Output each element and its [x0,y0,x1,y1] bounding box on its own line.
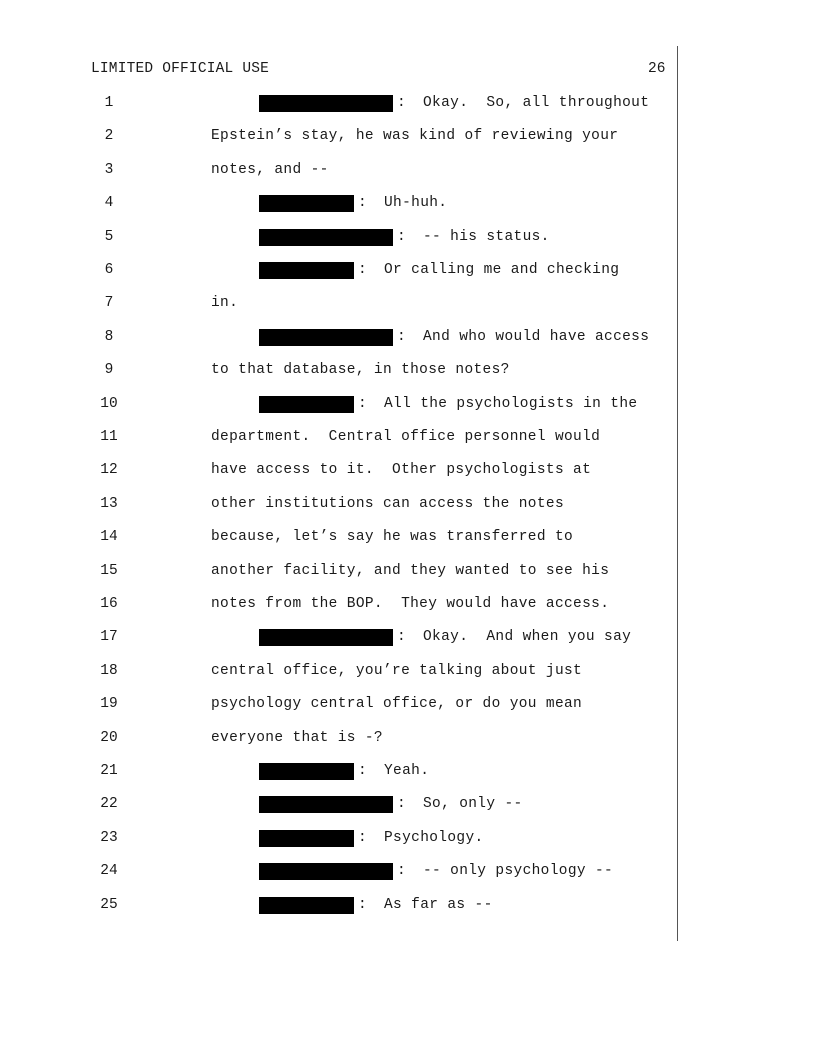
redaction-bar [259,329,393,346]
line-number: 2 [104,128,114,145]
line-text: department. Central office personnel would [211,429,601,445]
line-text: -- only psychology -- [423,863,614,880]
speaker-colon: : [397,629,406,646]
speaker-colon: : [358,763,367,779]
line-text: Epstein’s stay, he was kind of reviewing your [211,128,619,145]
line-text: Uh-huh. [384,195,448,212]
redaction-bar [259,763,354,780]
transcript-line [0,493,816,515]
line-number: 20 [100,729,118,746]
line-text: So, only -- [423,796,523,813]
transcript-line [0,693,816,715]
speaker-colon: : [358,395,367,412]
line-text: because, let’s say he was transferred to [211,529,574,546]
transcript-line [0,426,816,448]
line-number: 21 [100,763,118,779]
transcript-line [0,526,816,548]
speaker-colon: : [358,195,367,212]
speaker-colon: : [397,95,406,111]
line-text: another facility, and they wanted to see his [211,562,610,579]
line-number: 7 [104,295,114,312]
transcript-line [0,159,816,181]
redaction-bar [259,95,393,112]
line-text: And who would have access [423,328,650,345]
redaction-bar [259,229,393,246]
line-number: 14 [100,529,118,546]
line-number: 4 [104,195,114,212]
speaker-colon: : [397,228,406,245]
line-number: 11 [100,429,118,445]
speaker-colon: : [358,829,367,846]
speaker-colon: : [397,863,406,880]
page-number: 26 [648,61,666,77]
line-number: 8 [104,328,114,345]
transcript-line [0,860,816,882]
line-number: 12 [100,462,118,479]
redaction-bar [259,830,354,847]
speaker-colon: : [397,328,406,345]
line-text: notes from the BOP. They would have access. [211,596,610,612]
line-number: 10 [100,395,118,412]
line-text: everyone that is -? [211,729,383,746]
transcript-line [0,326,816,348]
line-text: have access to it. Other psychologists at [211,462,592,479]
transcript-line [0,459,816,481]
line-number: 3 [104,161,114,178]
redaction-bar [259,396,354,413]
transcript-line [0,626,816,648]
redaction-bar [259,262,354,279]
transcript-line [0,760,816,782]
line-text: Psychology. [384,829,484,846]
transcript-line [0,793,816,815]
redaction-bar [259,629,393,646]
transcript-line [0,593,816,615]
transcript-line [0,125,816,147]
speaker-colon: : [358,896,367,913]
transcript-line [0,894,816,916]
transcript-line [0,560,816,582]
transcript-line [0,359,816,381]
line-number: 18 [100,662,118,679]
transcript-line [0,292,816,314]
line-number: 23 [100,829,118,846]
line-text: Or calling me and checking [384,262,620,278]
transcript-line [0,92,816,114]
line-text: other institutions can access the notes [211,495,565,512]
line-text: -- his status. [423,228,550,245]
line-number: 15 [100,562,118,579]
transcript-line [0,259,816,281]
redaction-bar [259,897,354,914]
line-number: 13 [100,495,118,512]
header-label: LIMITED OFFICIAL USE [91,61,270,77]
transcript-line [0,727,816,749]
line-number: 25 [100,896,118,913]
line-number: 1 [104,95,114,111]
line-text: notes, and -- [211,161,329,178]
line-text: central office, you’re talking about just [211,662,583,679]
line-text: in. [211,295,239,312]
line-text: Yeah. [384,763,430,779]
line-number: 6 [104,262,114,278]
line-text: to that database, in those notes? [211,362,510,379]
transcript-line [0,226,816,248]
line-number: 9 [104,362,114,379]
line-number: 22 [100,796,118,813]
speaker-colon: : [358,262,367,278]
line-text: Okay. And when you say [423,629,632,646]
line-number: 16 [100,596,118,612]
line-text: psychology central office, or do you mean [211,696,583,713]
redaction-bar [259,796,393,813]
redaction-bar [259,863,393,880]
redaction-bar [259,195,354,212]
line-number: 17 [100,629,118,646]
transcript-line [0,393,816,415]
line-text: As far as -- [384,896,493,913]
line-text: All the psychologists in the [384,395,638,412]
line-number: 24 [100,863,118,880]
line-number: 5 [104,228,114,245]
speaker-colon: : [397,796,406,813]
transcript-line [0,660,816,682]
line-text: Okay. So, all throughout [423,95,650,111]
transcript-line [0,192,816,214]
line-number: 19 [100,696,118,713]
transcript-line [0,827,816,849]
